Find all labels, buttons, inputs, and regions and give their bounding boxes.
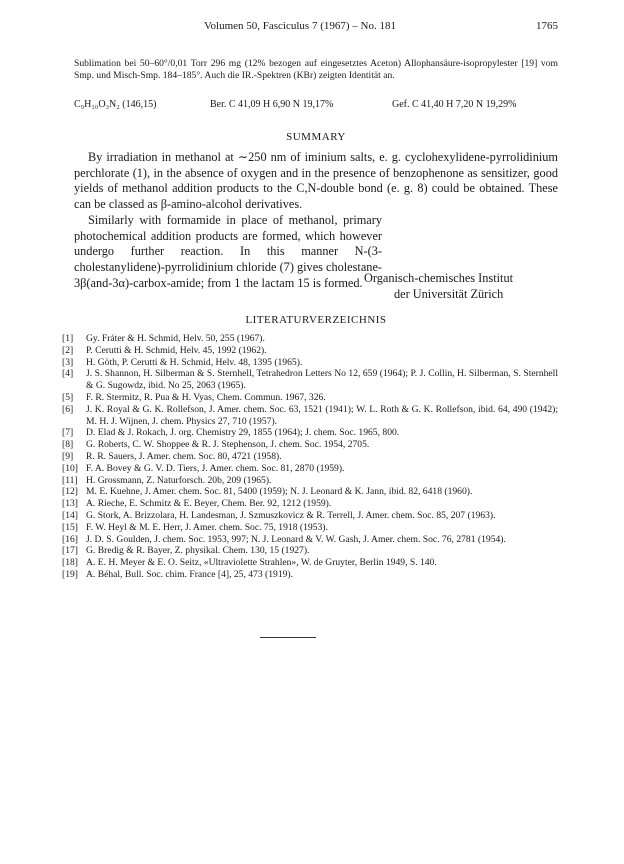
reference-number: [6] (62, 403, 74, 415)
reference-number: [19] (62, 568, 78, 580)
reference-number: [2] (62, 344, 74, 356)
reference-number: [10] (62, 462, 78, 474)
reference-item (62, 451, 558, 463)
journal-volume-info: Volumen 50, Fasciculus 7 (1967) – No. 181 (204, 20, 396, 32)
reference-text: G. Bredig & R. Bayer, Z. physikal. Chem. 130, 15 (1927). (86, 545, 310, 557)
reference-item (62, 368, 558, 392)
reference-item (62, 427, 558, 439)
reference-item (62, 510, 558, 522)
reference-text: F. A. Bovey & G. V. D. Tiers, J. Amer. chem. Soc. 81, 2870 (1959). (86, 462, 345, 474)
reference-number: [17] (62, 545, 78, 557)
summary-paragraph-2: Similarly with formamide in place of methanol, primary photochemical addition products are formed, which however undergo further reaction. In this manner N-(3-cholestanylidene)-pyrrolidinium chloride (7) gives cholestane-3β(and-3α)-carbox-amide; from 1 the lactam 15 is formed. (74, 212, 383, 290)
journal-page (62, 0, 558, 864)
reference-item (62, 498, 558, 510)
reference-text: A. E. H. Meyer & E. O. Seitz, «Ultraviolette Strahlen», W. de Gruyter, Berlin 1949, S. 140. (86, 557, 437, 569)
reference-text: G. Stork, A. Brizzolara, H. Landesman, J. Szmuszkovicz & R. Terrell, J. Amer. chem. Soc. 85, 207 (1963). (86, 509, 496, 521)
institute-affiliation (364, 271, 558, 302)
reference-number: [15] (62, 521, 78, 533)
reference-number: [5] (62, 391, 74, 403)
reference-item (62, 534, 558, 546)
reference-text: J. D. S. Goulden, J. chem. Soc. 1953, 997; N. J. Leonard & V. W. Gash, J. Amer. chem. Soc. 76, 2781 (1954). (86, 533, 506, 545)
reference-number: [16] (62, 533, 78, 545)
reference-item (62, 392, 558, 404)
institute-line-1: Organisch-chemisches Institut (364, 271, 514, 285)
reference-item (62, 345, 558, 357)
elemental-analysis (74, 99, 558, 113)
reference-text: P. Cerutti & H. Schmid, Helv. 45, 1992 (1962). (86, 344, 267, 356)
page-number: 1765 (536, 20, 558, 32)
reference-item (62, 522, 558, 534)
reference-text: A. Rieche, E. Schmitz & E. Beyer, Chem. Ber. 92, 1212 (1959). (86, 498, 332, 510)
reference-text: H. Göth, P. Cerutti & H. Schmid, Helv. 48, 1395 (1965). (86, 356, 303, 368)
reference-text: A. Béhal, Bull. Soc. chim. France [4], 25, 473 (1919). (86, 568, 294, 580)
reference-text: F. W. Heyl & M. E. Herr, J. Amer. chem. Soc. 75, 1918 (1953). (86, 521, 328, 533)
reference-text: R. R. Sauers, J. Amer. chem. Soc. 80, 4721 (1958). (86, 450, 282, 462)
reference-list (62, 333, 558, 581)
reference-item (62, 475, 558, 487)
reference-item (62, 557, 558, 569)
reference-item (62, 545, 558, 557)
reference-item (62, 404, 558, 428)
reference-number: [3] (62, 356, 74, 368)
reference-text: D. Elad & J. Rokach, J. org. Chemistry 29, 1855 (1964); J. chem. Soc. 1965, 800. (86, 427, 400, 439)
reference-number: [11] (62, 474, 78, 486)
footer-rule (260, 637, 316, 638)
reference-text: F. R. Stermitz, R. Pua & H. Vyas, Chem. Commun. 1967, 326. (86, 391, 326, 403)
reference-number: [14] (62, 509, 78, 521)
reference-number: [13] (62, 498, 78, 510)
reference-text: G. Roberts, C. W. Shoppee & R. J. Stephenson, J. chem. Soc. 1954, 2705. (86, 439, 370, 451)
reference-text: Gy. Fráter & H. Schmid, Helv. 50, 255 (1967). (86, 333, 265, 344)
reference-text: J. S. Shannon, H. Silberman & S. Sternhell, Tetrahedron Letters No 12, 659 (1964); P. J. Collin, H. Silberman, S. Sternhell & G. Sugowdz, ibid. No 25, 2063 (1965). (86, 368, 558, 392)
summary-paragraph-1: By irradiation in methanol at ∼250 nm of iminium salts, e. g. cyclohexylidene-pyrrolidinium perchlorate (1), in the absence of oxygen and in the presence of benzophenone as sensitizer, good yields of methanol addition products to the C,N-double bond (e. g. 8) could be obtained. These can be classed as β-amino-alcohol derivatives. (74, 150, 558, 212)
summary-heading: SUMMARY (286, 131, 346, 143)
reference-text: H. Grossmann, Z. Naturforsch. 20b, 209 (1965). (86, 474, 272, 486)
reference-item (62, 569, 558, 581)
reference-item (62, 333, 558, 345)
reference-number: [8] (62, 439, 74, 451)
analysis-found: Gef. C 41,40 H 7,20 N 19,29% (392, 99, 517, 110)
reference-number: [18] (62, 557, 78, 569)
reference-item (62, 357, 558, 369)
analysis-calculated: Ber. C 41,09 H 6,90 N 19,17% (210, 99, 334, 110)
experimental-paragraph: Sublimation bei 50–60°/0,01 Torr 296 mg (12% bezogen auf eingesetztes Aceton) Allophansäure-isopropylester [19] vom Smp. und Misch-Smp. 184–185°. Auch die IR.-Spektren (KBr) zeigten Identität an. (74, 58, 558, 81)
reference-item (62, 463, 558, 475)
reference-number: [7] (62, 427, 74, 439)
references-heading: LITERATURVERZEICHNIS (245, 314, 387, 326)
reference-number: [12] (62, 486, 78, 498)
analysis-formula: C₉H₁₀O₃N₂ (146,15) (74, 99, 157, 110)
reference-item (62, 439, 558, 451)
reference-number: [1] (62, 333, 74, 344)
reference-item (62, 486, 558, 498)
reference-number: [4] (62, 368, 74, 380)
institute-line-2: der Universität Zürich (394, 286, 504, 301)
reference-number: [9] (62, 450, 74, 462)
reference-text: J. K. Royal & G. K. Rollefson, J. Amer. chem. Soc. 63, 1521 (1941); W. L. Roth & G. K. Rollefson, ibid. 64, 490 (1942); M. H. J. Wijnen, J. chem. Physics 27, 710 (1957). (86, 403, 558, 427)
running-head (74, 20, 558, 36)
reference-text: M. E. Kuehne, J. Amer. chem. Soc. 81, 5400 (1959); N. J. Leonard & K. Jann, ibid. 82, 6418 (1960). (86, 486, 473, 498)
